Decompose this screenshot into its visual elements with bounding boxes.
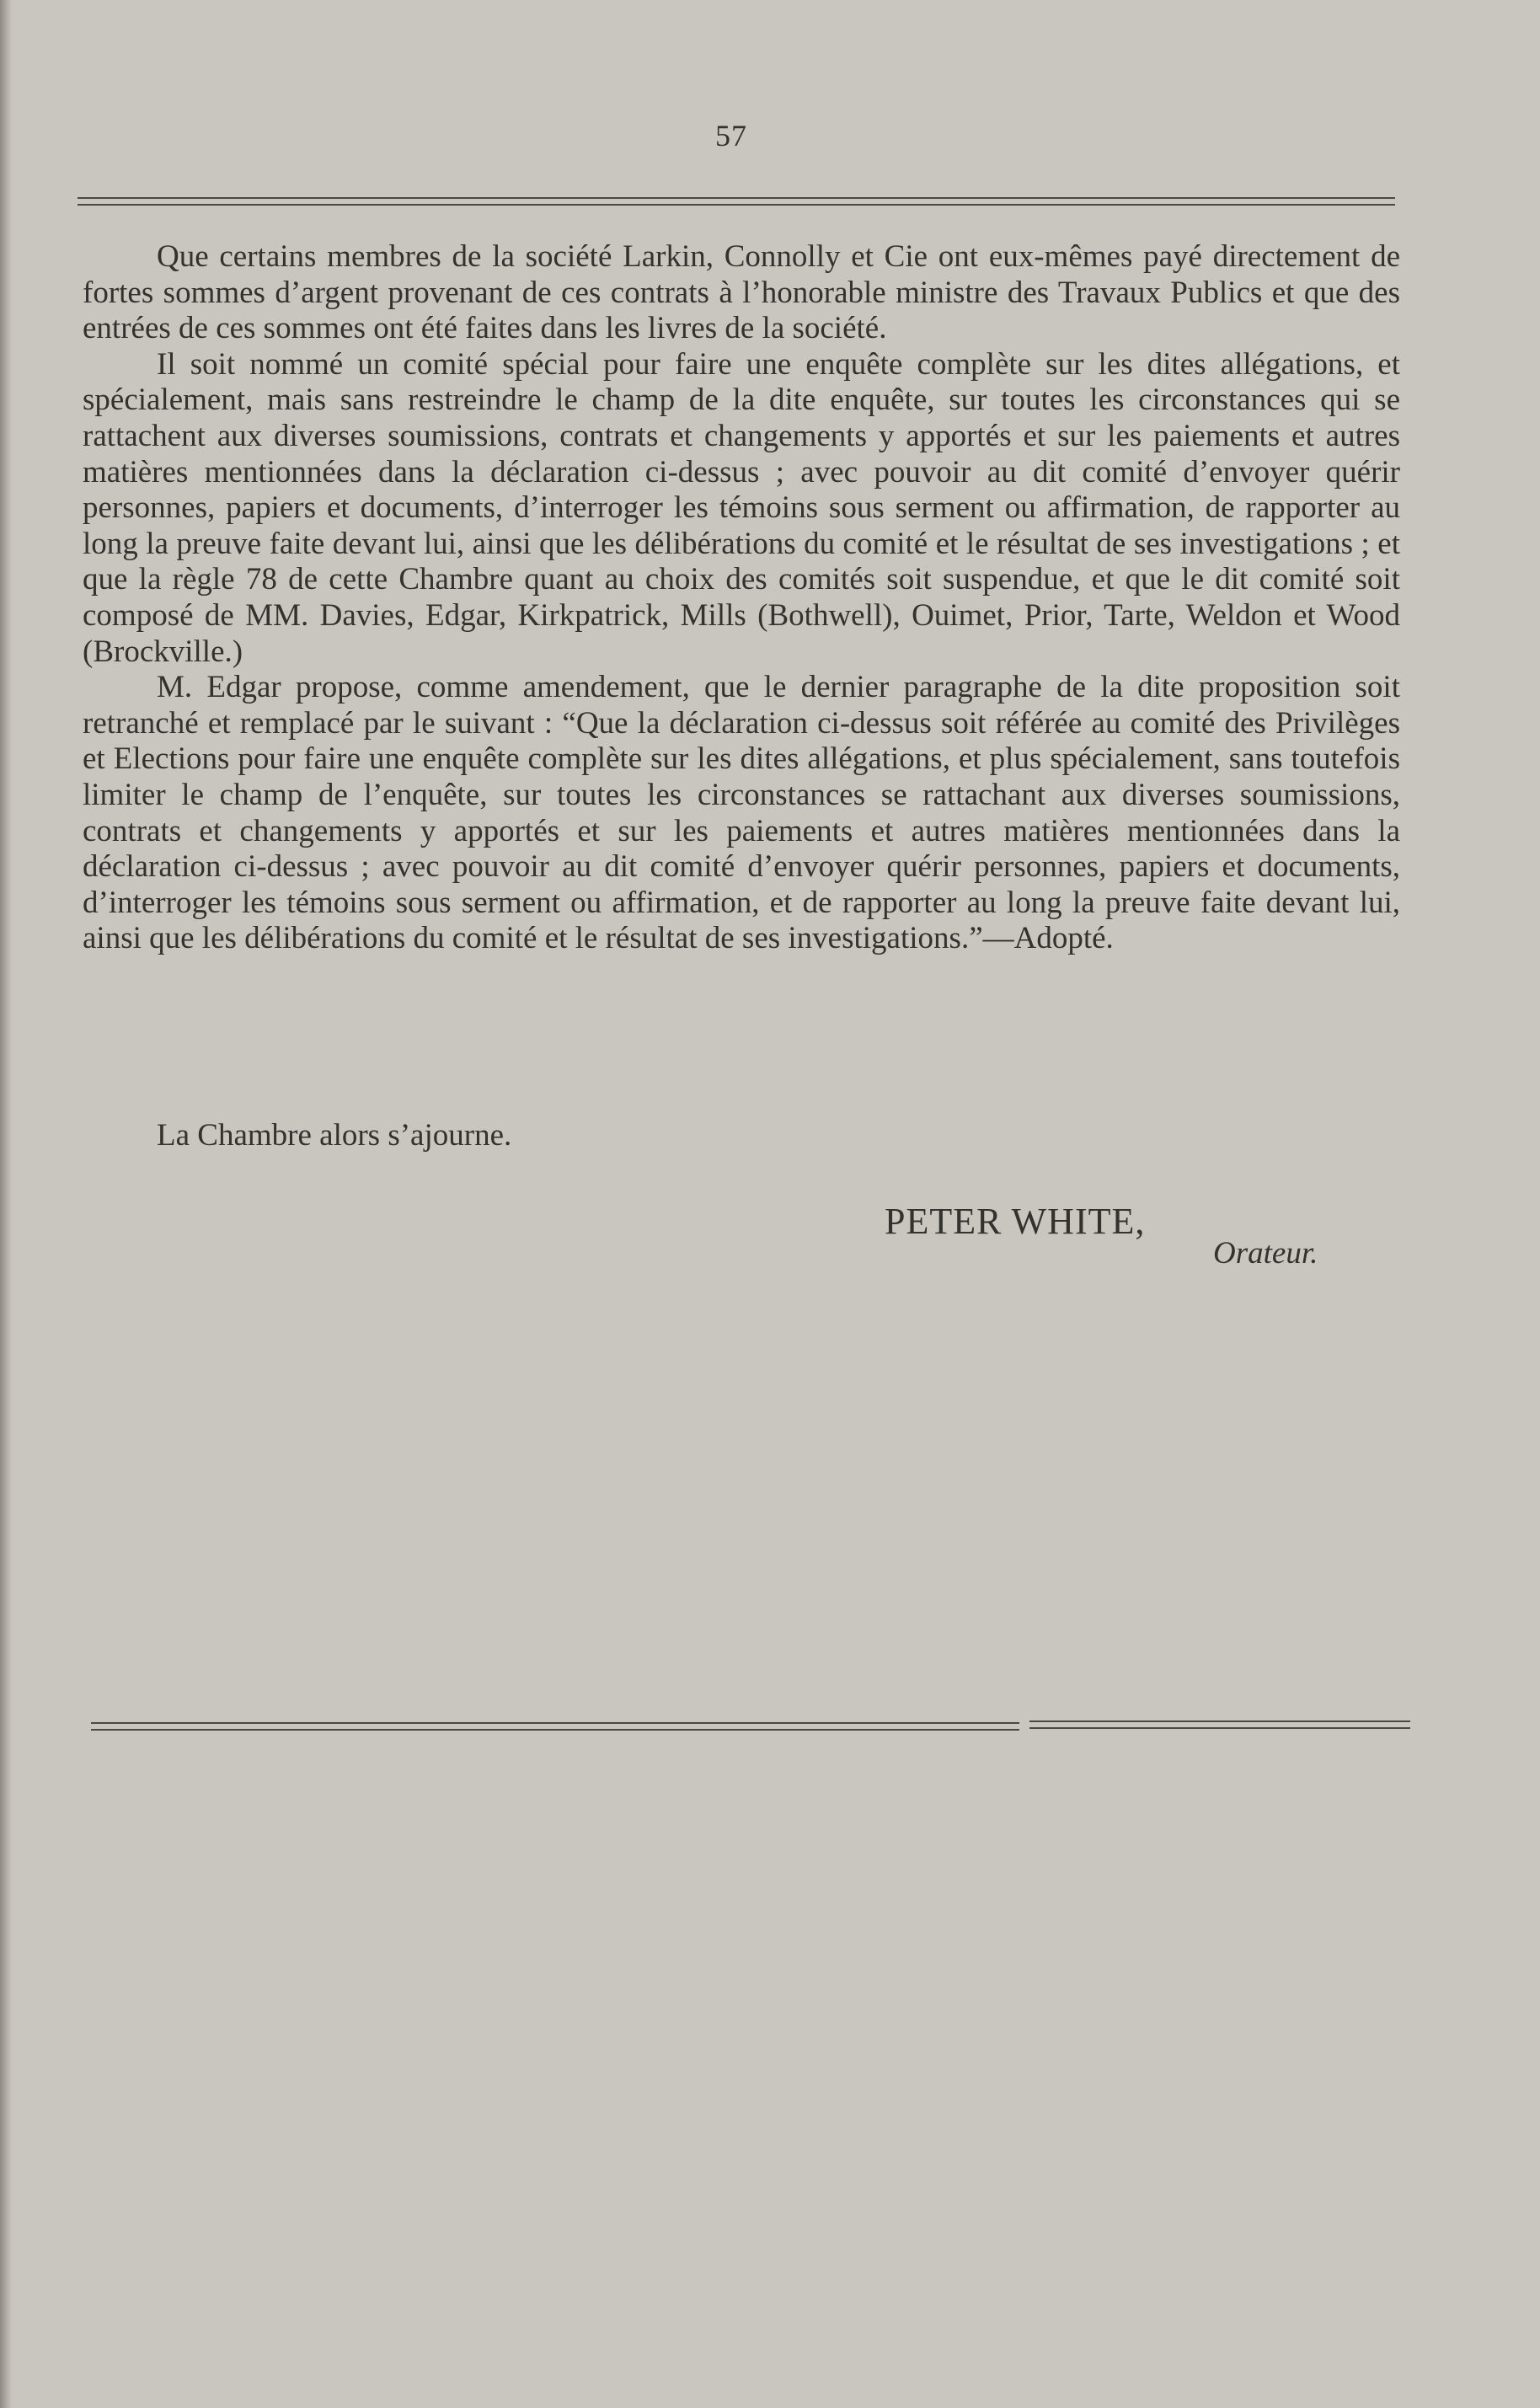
speaker-title: Orateur. <box>1213 1236 1318 1271</box>
footer-double-rule-left <box>91 1722 1019 1731</box>
paragraph-committee: Il soit nommé un comité spécial pour faire une enquête complète sur les dites allégations, et spécialement, mais sans restreindre le champ de la dite enquête, sur toutes les circonstances qui se rattachent aux diverses soumissions, contrats et changements y apportés et sur les paiements et autres matières mentionnées dans la déclaration ci-dessus ; avec pouvoir au dit comité d’envoyer quérir personnes, papiers et documents, d’interroger les témoins sous serment ou affirmation, de rapporter au long la preuve faite devant lui, ainsi que les délibérations du comité et le résultat de ses investigations ; et que la règle 78 de cette Chambre quant au choix des comités soit suspendue, et que le dit comité soit composé de MM. Davies, Edgar, Kirkpatrick, Mills (Bothwell), Ouimet, Prior, Tarte, Weldon et Wood (Brockville.) <box>83 346 1400 669</box>
binding-edge <box>0 0 12 2408</box>
footer-double-rule-right <box>1029 1720 1410 1729</box>
adjournment-line: La Chambre alors s’ajourne. <box>157 1118 512 1153</box>
paragraph-payments: Que certains membres de la société Larkin, Connolly et Cie ont eux-mêmes payé directement de fortes sommes d’argent provenant de ces contrats à l’honorable ministre des Travaux Publics et que des entrées de ces sommes ont été faites dans les livres de la société. <box>83 239 1400 346</box>
page-number: 57 <box>715 119 747 153</box>
header-double-rule <box>78 197 1395 206</box>
speaker-name: PETER WHITE, <box>885 1201 1146 1242</box>
paragraph-amendment: M. Edgar propose, comme amendement, que le dernier paragraphe de la dite proposition soit retranché et remplacé par le suivant : “Que la déclaration ci-dessus soit référée au comité des Privilèges et Elections pour faire une enquête complète sur les dites allégations, et plus spécialement, sans toutefois limiter le champ de l’enquête, sur toutes les circonstances se rattachant aux diverses soumissions, contrats et changements y apportés et sur les paiements et autres matières mentionnées dans la déclaration ci-dessus ; avec pouvoir au dit comité d’envoyer quérir personnes, papiers et documents, d’interroger les témoins sous serment ou affirmation, et de rapporter au long la preuve faite devant lui, ainsi que les délibérations du comité et le résultat de ses investigations.”—Adopté. <box>83 670 1400 956</box>
body-text <box>83 239 1400 957</box>
